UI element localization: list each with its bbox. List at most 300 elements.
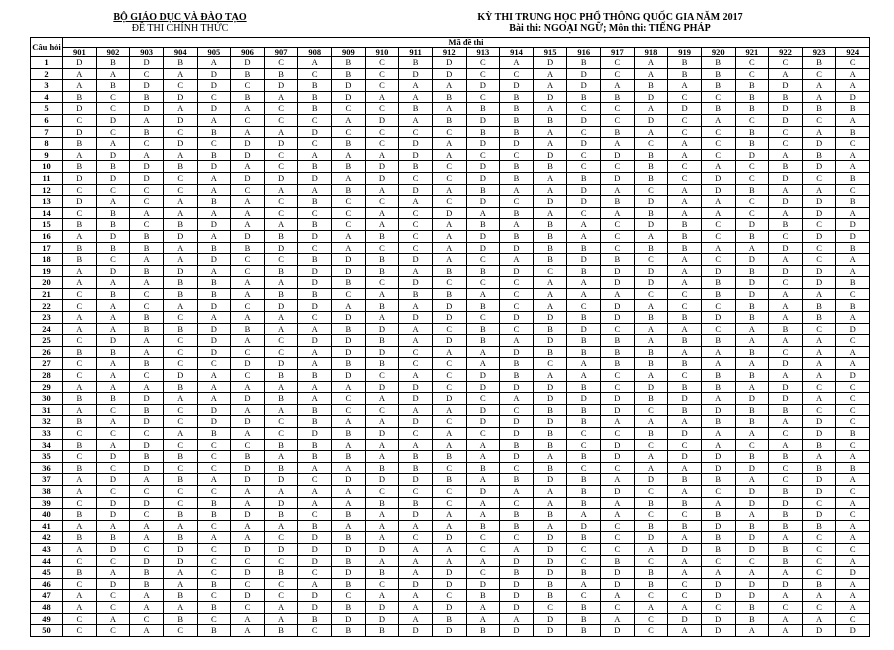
answer-cell: B xyxy=(399,161,433,173)
answer-cell: C xyxy=(264,114,298,126)
answer-cell: A xyxy=(197,114,231,126)
answer-cell: D xyxy=(332,265,366,277)
answer-cell: A xyxy=(96,613,130,625)
answer-cell: B xyxy=(735,451,769,463)
answer-cell: B xyxy=(735,184,769,196)
answer-cell: A xyxy=(836,114,870,126)
answer-cell: D xyxy=(500,416,534,428)
answer-cell: D xyxy=(567,114,601,126)
answer-cell: A xyxy=(634,451,668,463)
answer-cell: C xyxy=(735,196,769,208)
answer-cell: A xyxy=(332,381,366,393)
answer-cell: A xyxy=(197,230,231,242)
answer-cell: C xyxy=(332,393,366,405)
answer-cell: C xyxy=(163,80,197,92)
answer-cell: A xyxy=(668,462,702,474)
answer-cell: A xyxy=(836,80,870,92)
answer-cell: A xyxy=(399,555,433,567)
answer-cell: B xyxy=(567,601,601,613)
answer-cell: C xyxy=(836,439,870,451)
answer-cell: D xyxy=(466,172,500,184)
answer-cell: A xyxy=(567,370,601,382)
answer-cell: D xyxy=(668,613,702,625)
answer-cell: D xyxy=(365,346,399,358)
answer-cell: A xyxy=(399,91,433,103)
answer-cell: A xyxy=(802,590,836,602)
answer-cell: C xyxy=(264,555,298,567)
table-row xyxy=(31,428,870,440)
answer-cell: C xyxy=(231,300,265,312)
answer-cell: A xyxy=(130,254,164,266)
answer-cell: C xyxy=(399,207,433,219)
answer-cell: D xyxy=(432,625,466,637)
answer-cell: A xyxy=(96,567,130,579)
answer-cell: C xyxy=(365,277,399,289)
answer-cell: B xyxy=(466,184,500,196)
answer-cell: C xyxy=(399,126,433,138)
answer-cell: C xyxy=(298,207,332,219)
answer-cell: A xyxy=(96,312,130,324)
answer-cell: A xyxy=(634,103,668,115)
answer-cell: C xyxy=(96,103,130,115)
answer-cell: D xyxy=(735,277,769,289)
answer-cell: B xyxy=(130,91,164,103)
answer-cell: B xyxy=(533,428,567,440)
answer-cell: B xyxy=(533,439,567,451)
answer-cell: A xyxy=(399,404,433,416)
answer-cell: B xyxy=(735,613,769,625)
answer-cell: C xyxy=(466,57,500,69)
answer-cell: D xyxy=(399,509,433,521)
answer-cell: D xyxy=(634,532,668,544)
answer-cell: C xyxy=(701,300,735,312)
answer-cell: A xyxy=(802,451,836,463)
answer-cell: A xyxy=(802,80,836,92)
answer-cell: A xyxy=(63,230,97,242)
answer-cell: B xyxy=(298,416,332,428)
answer-cell: B xyxy=(668,474,702,486)
answer-cell: C xyxy=(735,161,769,173)
answer-cell: B xyxy=(298,288,332,300)
answer-cell: C xyxy=(634,184,668,196)
answer-cell: C xyxy=(701,555,735,567)
answer-cell: D xyxy=(701,404,735,416)
exam-code-cell: 919 xyxy=(668,47,702,57)
exam-code-cell: 918 xyxy=(634,47,668,57)
answer-cell: C xyxy=(601,601,635,613)
answer-cell: B xyxy=(96,393,130,405)
answer-cell: D xyxy=(769,381,803,393)
answer-cell: A xyxy=(231,520,265,532)
question-number: 43 xyxy=(31,543,63,555)
answer-cell: B xyxy=(533,404,567,416)
answer-cell: C xyxy=(332,288,366,300)
table-row xyxy=(31,323,870,335)
answer-cell: B xyxy=(701,370,735,382)
answer-cell: C xyxy=(63,184,97,196)
answer-cell: C xyxy=(231,601,265,613)
answer-cell: D xyxy=(533,335,567,347)
exam-code-cell: 924 xyxy=(836,47,870,57)
answer-cell: C xyxy=(231,346,265,358)
answer-cell: A xyxy=(769,439,803,451)
answer-cell: A xyxy=(231,126,265,138)
answer-cell: D xyxy=(500,265,534,277)
question-number: 2 xyxy=(31,68,63,80)
answer-cell: A xyxy=(163,393,197,405)
answer-cell: A xyxy=(197,532,231,544)
answer-cell: A xyxy=(432,428,466,440)
answer-cell: B xyxy=(197,149,231,161)
answer-cell: A xyxy=(634,416,668,428)
answer-cell: B xyxy=(769,323,803,335)
answer-cell: A xyxy=(533,451,567,463)
answer-cell: A xyxy=(432,439,466,451)
answer-cell: A xyxy=(466,346,500,358)
answer-cell: A xyxy=(96,416,130,428)
answer-cell: A xyxy=(668,323,702,335)
answer-cell: C xyxy=(466,149,500,161)
answer-cell: C xyxy=(634,138,668,150)
answer-cell: A xyxy=(634,57,668,69)
answer-cell: A xyxy=(466,358,500,370)
answer-cell: C xyxy=(601,57,635,69)
answer-cell: D xyxy=(63,126,97,138)
answer-cell: A xyxy=(332,520,366,532)
answer-cell: B xyxy=(163,509,197,521)
answer-cell: D xyxy=(701,172,735,184)
answer-cell: A xyxy=(500,254,534,266)
answer-cell: B xyxy=(130,230,164,242)
answer-cell: C xyxy=(634,613,668,625)
answer-cell: A xyxy=(500,57,534,69)
table-row xyxy=(31,172,870,184)
answer-cell: A xyxy=(130,474,164,486)
answer-cell: D xyxy=(567,520,601,532)
answer-cell: C xyxy=(466,532,500,544)
answer-cell: B xyxy=(231,242,265,254)
answer-cell: C xyxy=(298,509,332,521)
question-number: 37 xyxy=(31,474,63,486)
answer-cell: C xyxy=(231,254,265,266)
answer-cell: D xyxy=(735,532,769,544)
answer-cell: A xyxy=(668,265,702,277)
answer-cell: A xyxy=(533,497,567,509)
table-row xyxy=(31,242,870,254)
answer-cell: C xyxy=(634,509,668,521)
answer-cell: C xyxy=(567,439,601,451)
answer-cell: D xyxy=(500,346,534,358)
answer-cell: B xyxy=(432,114,466,126)
answer-cell: A xyxy=(836,207,870,219)
answer-cell: B xyxy=(264,509,298,521)
answer-cell: C xyxy=(836,485,870,497)
answer-cell: C xyxy=(365,196,399,208)
answer-cell: D xyxy=(264,80,298,92)
answer-cell: B xyxy=(432,613,466,625)
answer-cell: A xyxy=(668,625,702,637)
answer-cell: C xyxy=(500,149,534,161)
answer-cell: A xyxy=(769,288,803,300)
answer-cell: C xyxy=(231,439,265,451)
answer-cell: D xyxy=(231,57,265,69)
answer-cell: C xyxy=(668,161,702,173)
answer-cell: B xyxy=(432,288,466,300)
answer-cell: C xyxy=(836,288,870,300)
answer-cell: D xyxy=(163,555,197,567)
answer-cell: D xyxy=(601,312,635,324)
answer-cell: A xyxy=(836,68,870,80)
table-row xyxy=(31,625,870,637)
answer-cell: C xyxy=(264,335,298,347)
answer-cell: C xyxy=(668,126,702,138)
answer-cell: A xyxy=(399,590,433,602)
answer-cell: D xyxy=(769,114,803,126)
answer-cell: B xyxy=(701,277,735,289)
answer-cell: C xyxy=(668,288,702,300)
answer-cell: C xyxy=(197,485,231,497)
answer-cell: B xyxy=(567,497,601,509)
answer-cell: B xyxy=(533,242,567,254)
table-row xyxy=(31,161,870,173)
answer-cell: A xyxy=(668,207,702,219)
answer-cell: C xyxy=(836,416,870,428)
answer-cell: C xyxy=(836,543,870,555)
answer-cell: B xyxy=(163,57,197,69)
answer-cell: D xyxy=(264,497,298,509)
answer-cell: B xyxy=(231,451,265,463)
answer-cell: B xyxy=(668,520,702,532)
table-row xyxy=(31,451,870,463)
question-number: 12 xyxy=(31,184,63,196)
answer-cell: A xyxy=(634,126,668,138)
answer-cell: A xyxy=(432,254,466,266)
answer-cell: D xyxy=(163,230,197,242)
answer-cell: A xyxy=(163,428,197,440)
answer-cell: B xyxy=(769,451,803,463)
answer-cell: C xyxy=(264,532,298,544)
answer-cell: D xyxy=(567,68,601,80)
question-number: 11 xyxy=(31,172,63,184)
answer-cell: A xyxy=(567,219,601,231)
answer-cell: A xyxy=(634,370,668,382)
answer-cell: B xyxy=(836,462,870,474)
answer-cell: D xyxy=(500,625,534,637)
question-number: 50 xyxy=(31,625,63,637)
answer-cell: B xyxy=(163,613,197,625)
answer-cell: B xyxy=(601,335,635,347)
answer-cell: D xyxy=(802,230,836,242)
answer-cell: D xyxy=(197,103,231,115)
answer-cell: C xyxy=(96,625,130,637)
answer-cell: D xyxy=(466,114,500,126)
answer-cell: A xyxy=(802,288,836,300)
table-row xyxy=(31,416,870,428)
table-row xyxy=(31,485,870,497)
answer-cell: D xyxy=(668,543,702,555)
answer-cell: A xyxy=(432,509,466,521)
answer-cell: D xyxy=(96,509,130,521)
table-row xyxy=(31,277,870,289)
answer-cell: D xyxy=(332,567,366,579)
answer-cell: B xyxy=(701,103,735,115)
answer-cell: A xyxy=(231,497,265,509)
answer-cell: C xyxy=(399,346,433,358)
question-number: 36 xyxy=(31,462,63,474)
table-row xyxy=(31,567,870,579)
question-number: 4 xyxy=(31,91,63,103)
answer-cell: D xyxy=(231,462,265,474)
answer-cell: B xyxy=(365,265,399,277)
answer-cell: D xyxy=(601,300,635,312)
answer-cell: D xyxy=(298,300,332,312)
answer-cell: A xyxy=(264,323,298,335)
answer-cell: C xyxy=(63,625,97,637)
answer-cell: A xyxy=(432,555,466,567)
answer-cell: B xyxy=(500,439,534,451)
answer-cell: D xyxy=(500,381,534,393)
answer-cell: D xyxy=(432,578,466,590)
answer-cell: B xyxy=(130,323,164,335)
answer-cell: A xyxy=(802,184,836,196)
answer-cell: A xyxy=(432,230,466,242)
answer-cell: B xyxy=(668,358,702,370)
answer-cell: C xyxy=(63,335,97,347)
answer-cell: A xyxy=(668,196,702,208)
answer-cell: C xyxy=(264,103,298,115)
question-number: 34 xyxy=(31,439,63,451)
answer-cell: C xyxy=(130,370,164,382)
answer-cell: D xyxy=(500,312,534,324)
answer-cell: B xyxy=(802,103,836,115)
answer-cell: A xyxy=(634,462,668,474)
answer-cell: C xyxy=(567,126,601,138)
answer-cell: A xyxy=(634,335,668,347)
answer-cell: A xyxy=(836,474,870,486)
answer-cell: A xyxy=(96,520,130,532)
answer-cell: C xyxy=(601,381,635,393)
answer-cell: A xyxy=(836,590,870,602)
answer-cell: C xyxy=(96,601,130,613)
answer-cell: D xyxy=(500,138,534,150)
answer-cell: A xyxy=(197,312,231,324)
answer-cell: C xyxy=(432,381,466,393)
answer-cell: A xyxy=(769,149,803,161)
table-row xyxy=(31,393,870,405)
answer-cell: C xyxy=(567,300,601,312)
answer-cell: C xyxy=(466,68,500,80)
answer-cell: D xyxy=(332,91,366,103)
answer-cell: C xyxy=(365,126,399,138)
answer-cell: D xyxy=(231,230,265,242)
answer-cell: D xyxy=(298,277,332,289)
answer-cell: C xyxy=(466,91,500,103)
answer-cell: A xyxy=(567,230,601,242)
answer-cell: C xyxy=(298,567,332,579)
answer-cell: B xyxy=(96,288,130,300)
answer-cell: C xyxy=(197,462,231,474)
answer-cell: D xyxy=(96,149,130,161)
table-row xyxy=(31,114,870,126)
answer-cell: D xyxy=(500,451,534,463)
answer-cell: D xyxy=(399,474,433,486)
answer-cell: D xyxy=(567,138,601,150)
answer-cell: C xyxy=(432,358,466,370)
answer-cell: C xyxy=(197,567,231,579)
answer-cell: C xyxy=(601,532,635,544)
answer-cell: A xyxy=(634,300,668,312)
answer-cell: B xyxy=(500,207,534,219)
answer-cell: B xyxy=(130,265,164,277)
answer-cell: C xyxy=(567,149,601,161)
answer-cell: D xyxy=(533,416,567,428)
question-number: 5 xyxy=(31,103,63,115)
answer-cell: A xyxy=(197,381,231,393)
answer-cell: B xyxy=(634,428,668,440)
answer-cell: A xyxy=(836,265,870,277)
answer-cell: B xyxy=(533,462,567,474)
answer-cell: C xyxy=(197,91,231,103)
answer-cell: A xyxy=(601,474,635,486)
answer-cell: A xyxy=(399,80,433,92)
answer-cell: B xyxy=(735,346,769,358)
answer-cell: C xyxy=(701,138,735,150)
answer-cell: A xyxy=(332,149,366,161)
answer-cell: C xyxy=(836,393,870,405)
answer-cell: A xyxy=(96,381,130,393)
question-number: 15 xyxy=(31,219,63,231)
answer-cell: A xyxy=(601,590,635,602)
answer-cell: B xyxy=(365,497,399,509)
answer-cell: C xyxy=(298,625,332,637)
answer-cell: A xyxy=(231,335,265,347)
answer-cell: D xyxy=(63,103,97,115)
answer-cell: A xyxy=(668,555,702,567)
exam-code-cell: 908 xyxy=(298,47,332,57)
answer-cell: C xyxy=(836,138,870,150)
answer-cell: B xyxy=(197,288,231,300)
answer-cell: D xyxy=(264,138,298,150)
answer-cell: A xyxy=(399,114,433,126)
answer-cell: D xyxy=(231,567,265,579)
answer-cell: C xyxy=(96,428,130,440)
answer-cell: B xyxy=(533,114,567,126)
exam-code-cell: 921 xyxy=(735,47,769,57)
answer-cell: C xyxy=(96,590,130,602)
answer-cell: C xyxy=(836,184,870,196)
answer-cell: C xyxy=(769,57,803,69)
answer-cell: A xyxy=(466,601,500,613)
answer-cell: A xyxy=(769,416,803,428)
answer-cell: D xyxy=(332,254,366,266)
answer-cell: D xyxy=(130,555,164,567)
answer-cell: D xyxy=(365,601,399,613)
answer-cell: B xyxy=(634,567,668,579)
answer-cell: D xyxy=(634,91,668,103)
answer-cell: A xyxy=(836,532,870,544)
answer-cell: B xyxy=(163,161,197,173)
answer-cell: C xyxy=(399,428,433,440)
answer-cell: C xyxy=(668,578,702,590)
answer-cell: B xyxy=(735,601,769,613)
answer-cell: D xyxy=(769,497,803,509)
answer-cell: D xyxy=(769,80,803,92)
answer-cell: C xyxy=(96,462,130,474)
answer-cell: A xyxy=(668,80,702,92)
answer-cell: B xyxy=(163,277,197,289)
answer-cell: C xyxy=(500,300,534,312)
table-row xyxy=(31,288,870,300)
